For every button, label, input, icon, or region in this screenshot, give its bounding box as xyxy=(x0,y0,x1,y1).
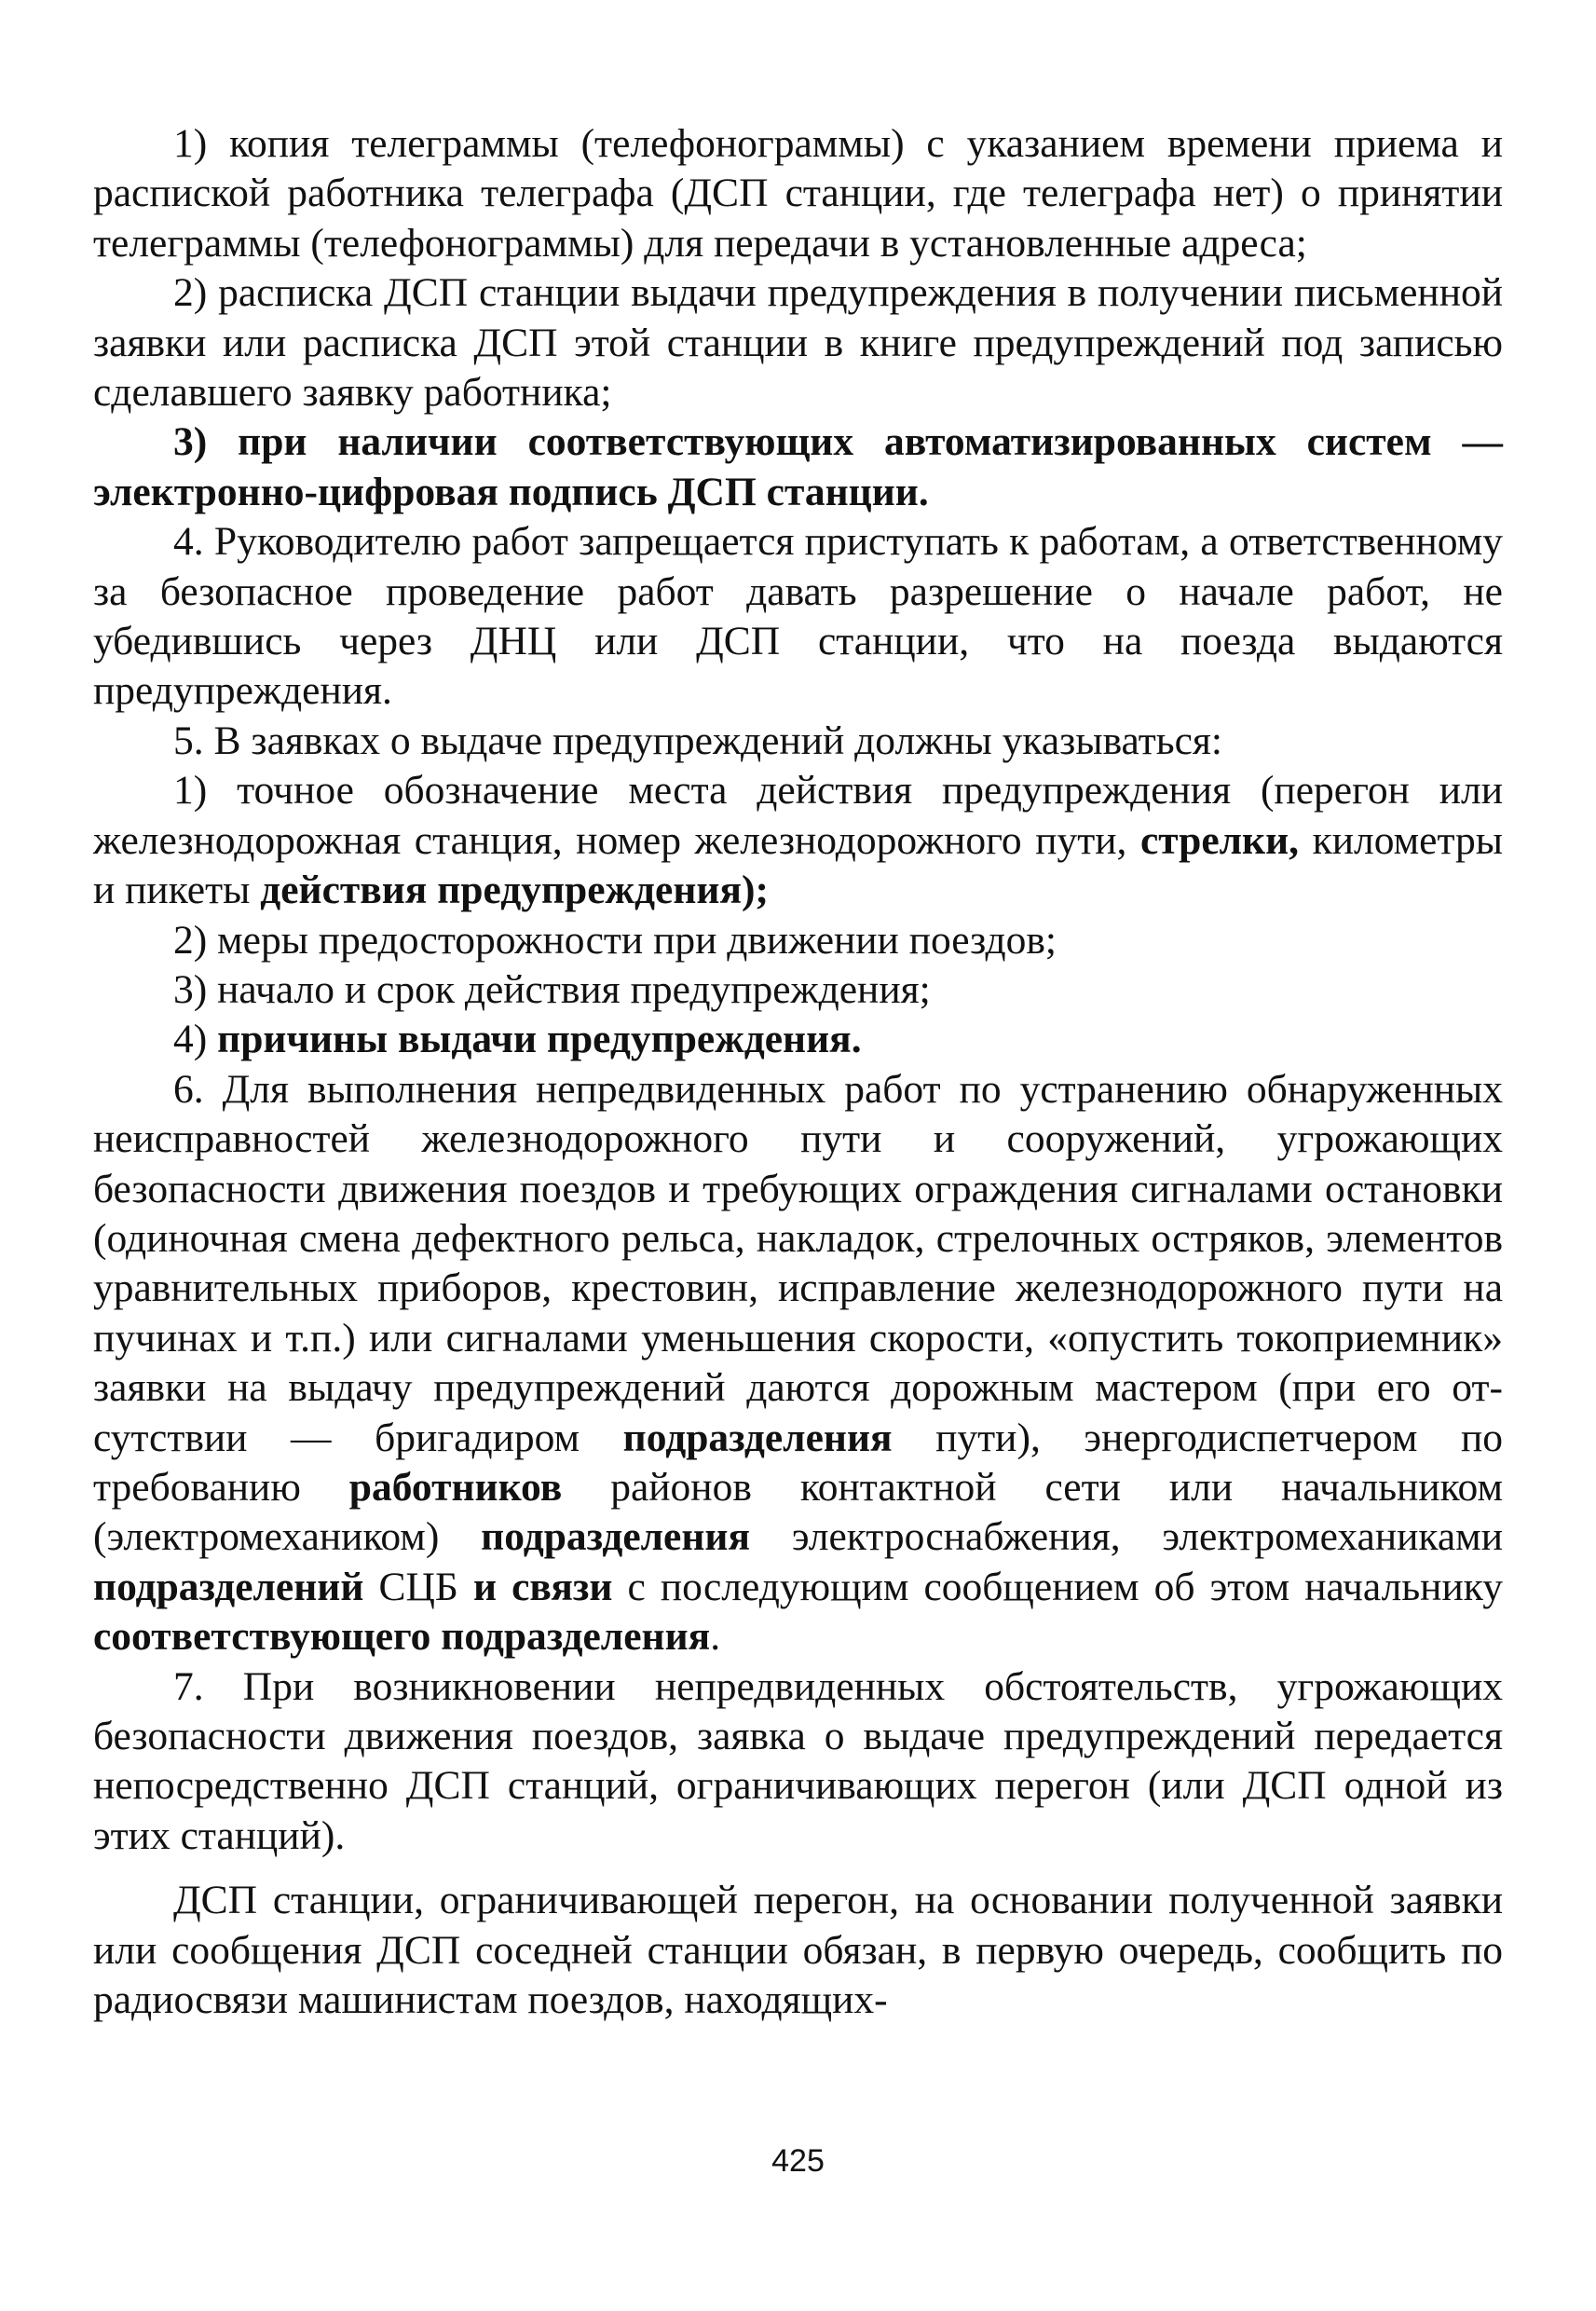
text-run: ДСП станции, ограничивающей перегон, на основании полученной заявки или сообщения ДСП соседней станции обязан, в первую очередь, сообщить по радиосвязи машинистам поездов, находящих- xyxy=(93,1878,1503,2023)
paragraph xyxy=(93,417,1503,517)
paragraph xyxy=(93,268,1503,417)
bold-text-run: подразделения xyxy=(622,1415,893,1460)
text-run: 6. Для выполнения непредвиденных работ по устранению обнаруженных неисправностей железнодорожного пути и сооружений, угрожающих безопасности движения поездов и требующих ограждения сигналами остановки (одиночная смена дефектного рельса, накладок, стрелочных остряков, элементов уравнительных приборов, крестовин, исправление железнодорожного пути на пучинах и т.п.) или сигналами уменьшения скорости, «опустить токоприемник» заявки на выдачу предупреждений даются дорожным мастером (при его отсутствии — бригадиром xyxy=(93,1066,1503,1460)
paragraph xyxy=(93,965,1503,1015)
text-run: 7. При возникновении непредвиденных обстоятельств, угрожающих безопасности движения поездов, заявка о выдаче предупреждений передается непосредственно ДСП станций, ограничивающих перегон (или ДСП одной из этих станций). xyxy=(93,1663,1503,1858)
bold-text-run: и связи xyxy=(472,1564,613,1609)
text-run: 1) копия телеграммы (телефонограммы) с указанием времени приема и распиской работника телеграфа (ДСП станции, где телеграфа нет) о принятии телеграммы (телефонограммы) для передачи в установленные адреса; xyxy=(93,121,1503,266)
paragraph xyxy=(93,916,1503,965)
text-run: СЦБ xyxy=(363,1564,473,1609)
text-run: электроснабжения, электромеханиками xyxy=(750,1514,1503,1560)
bold-text-run: причины выдачи предупреждения. xyxy=(217,1017,862,1062)
text-run: километры и пикеты xyxy=(93,817,1503,913)
text-run: 3) начало и срок действия предупреждения; xyxy=(173,966,931,1012)
bold-text-run: подразделений xyxy=(93,1564,364,1609)
paragraph xyxy=(93,517,1503,717)
paragraph xyxy=(93,766,1503,915)
bold-text-run: работников xyxy=(348,1464,563,1510)
bold-text-run: стрелки, xyxy=(1139,817,1300,863)
bold-text-run: подразделения xyxy=(481,1514,751,1560)
text-run: . xyxy=(710,1614,721,1660)
paragraph xyxy=(93,119,1503,268)
text-run: 2) расписка ДСП станции выдачи предупреждения в получении письменной заявки или расписка ДСП этой станции в книге предупреждений под записью сделавшего заявку работника; xyxy=(93,270,1503,416)
bold-text-run: соответствующего подразделения xyxy=(93,1614,711,1660)
text-run: с последующим сообщением об этом начальнику xyxy=(612,1564,1503,1609)
text-run: районов контактной сети или начальником (электромехаником) xyxy=(93,1464,1503,1560)
paragraph xyxy=(93,1662,1503,1862)
text-run: 4) xyxy=(173,1017,218,1062)
text-run: 2) меры предосторожности при движении поездов; xyxy=(173,917,1057,963)
page-number: 425 xyxy=(771,2143,825,2179)
paragraph xyxy=(93,717,1503,766)
bold-text-run: 3) при наличии соответствующих автоматизированных систем — электронно-цифровая подпись ДСП станции. xyxy=(93,419,1503,514)
text-run: 4. Руководителю работ запрещается приступать к работам, а ответственному за безопасное проведение работ давать разрешение о начале работ, не убедившись через ДНЦ или ДСП станции, что на поезда выдаются предупреждения. xyxy=(93,519,1503,714)
text-run: пути), энергодиспетчером по требованию xyxy=(93,1415,1503,1510)
paragraph xyxy=(93,1876,1503,2025)
text-run: 1) точное обозначение места действия предупреждения (перегон или железнодорожная станция, номер железнодорожного пути, xyxy=(93,768,1503,863)
body-text xyxy=(93,119,1503,2025)
bold-text-run: действия предупреждения); xyxy=(260,868,769,913)
paragraph xyxy=(93,1065,1503,1662)
text-run: 5. В заявках о выдаче предупреждений должны указываться: xyxy=(173,718,1222,763)
paragraph xyxy=(93,1015,1503,1064)
